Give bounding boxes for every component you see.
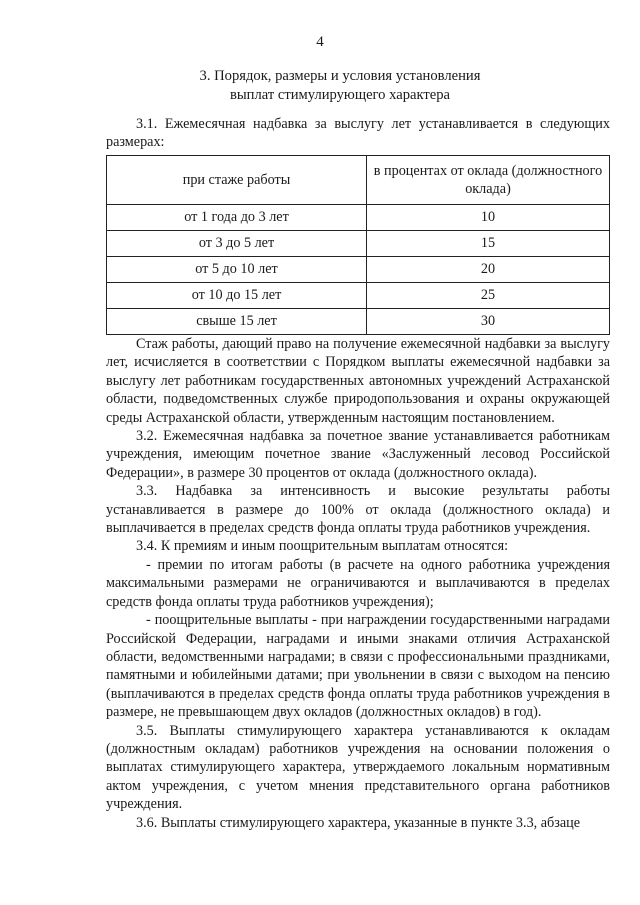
table-cell-percent: 30 [367, 309, 610, 335]
table-row [107, 257, 610, 283]
clause-3-1-intro: 3.1. Ежемесячная надбавка за выслугу лет устанавливается в следующих размерах: [106, 116, 610, 151]
table-header-row [107, 156, 610, 205]
table-cell-experience: от 10 до 15 лет [107, 283, 367, 309]
table-row [107, 205, 610, 231]
section-heading-line-1: 3. Порядок, размеры и условия установления [199, 68, 481, 84]
table-header-experience: при стаже работы [107, 156, 367, 205]
table-header-percent: в процентах от оклада (должностного оклада) [367, 156, 610, 205]
table-cell-percent: 20 [367, 257, 610, 283]
paragraph-seniority-calculation: Стаж работы, дающий право на получение ежемесячной надбавки за выслугу лет, исчисляется в соответствии с Порядком выплаты ежемесячной надбавки за выслугу лет работникам государственных автономных учреждений Астраханской области, подведомственных службе природопользования и охраны окружающей среды Астраханской области, утвержденным настоящим постановлением. [106, 336, 610, 426]
table-cell-experience: от 1 года до 3 лет [107, 205, 367, 231]
paragraph-3-3: 3.3. Надбавка за интенсивность и высокие результаты работы устанавливается в размере до 100% от оклада (должностного оклада) и выплачивается в пределах средств фонда оплаты труда работников учреждения. [106, 483, 610, 537]
paragraph-3-6: 3.6. Выплаты стимулирующего характера, указанные в пункте 3.3, абзаце [136, 814, 581, 831]
table-cell-experience: от 5 до 10 лет [107, 257, 367, 283]
list-item-bonuses: - премии по итогам работы (в расчете на одного работника учреждения максимальными размерами не ограничиваются и выплачиваются в пределах средств фонда оплаты труда работников учреждения); [106, 556, 610, 610]
table-row [107, 283, 610, 309]
table-cell-percent: 25 [367, 283, 610, 309]
seniority-bonus-table [106, 155, 610, 335]
paragraph-3-4: 3.4. К премиям и иным поощрительным выплатам относятся: [136, 538, 509, 555]
section-heading [110, 67, 570, 104]
table-cell-percent: 10 [367, 205, 610, 231]
table-row [107, 231, 610, 257]
table-cell-experience: свыше 15 лет [107, 309, 367, 335]
paragraph-3-2: 3.2. Ежемесячная надбавка за почетное звание устанавливается работникам учреждения, имеющим почетное звание «Заслуженный лесовод Российской Федерации», в размере 30 процентов от оклада (должностного оклада). [106, 428, 610, 481]
document-body [106, 335, 610, 832]
table-cell-percent: 15 [367, 231, 610, 257]
paragraph-3-5: 3.5. Выплаты стимулирующего характера устанавливаются к окладам (должностным окладам) работников учреждения на основании положения о выплатах стимулирующего характера, утверждаемого локальным нормативным актом учреждения, с учетом мнения представительного органа работников учреждения. [106, 722, 610, 813]
table-row [107, 309, 610, 335]
list-item-incentive-payments: - поощрительные выплаты - при награждении государственными наградами Российской Федерации, наградами и иными знаками отличия Астраханской области, ведомственными наградами; в связи с профессиональными праздниками, памятными и юбилейными датами; при увольнении в связи с выходом на пенсию (выплачиваются в пределах средств фонда оплаты труда работников учреждения в размере, не превышающем двух окладов (должностных окладов) в год). [106, 612, 610, 721]
page-number: 4 [316, 34, 324, 50]
section-heading-line-2: выплат стимулирующего характера [229, 86, 451, 103]
table-cell-experience: от 3 до 5 лет [107, 231, 367, 257]
